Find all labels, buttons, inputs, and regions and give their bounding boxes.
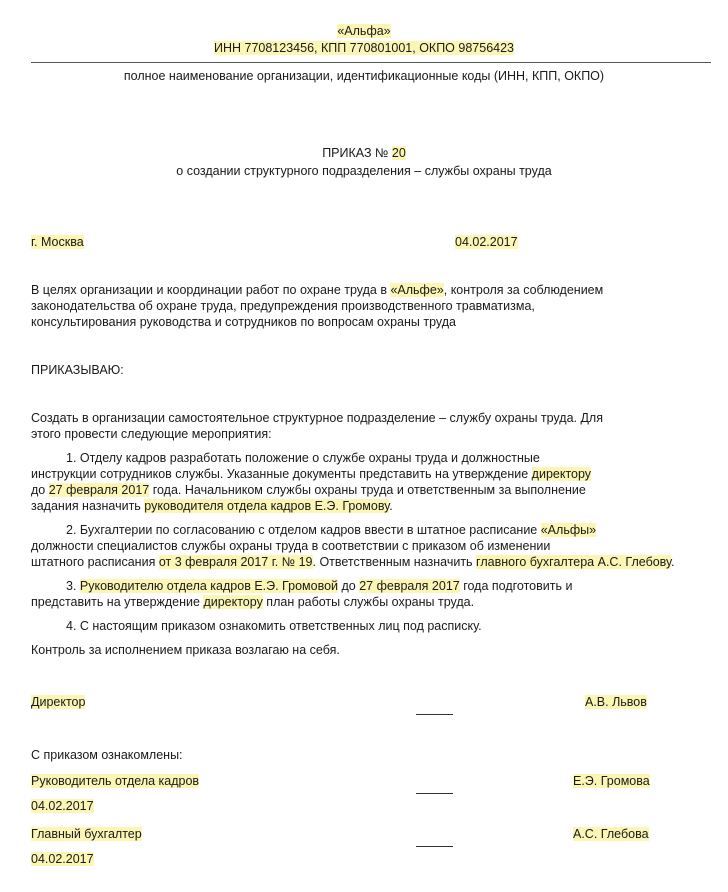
item-highlight: руководителя отдела кадров Е.Э. Громову bbox=[144, 499, 390, 513]
director-title-line bbox=[31, 695, 85, 709]
item-text: года подготовить и bbox=[459, 579, 573, 593]
item-highlight: «Альфы» bbox=[540, 523, 597, 537]
intro-line-2: этого провести следующие мероприятия: bbox=[31, 427, 272, 441]
preamble-line-2: законодательства об охране труда, предупреждения производственного травматизма, bbox=[31, 299, 535, 313]
item-1-line-4 bbox=[31, 499, 393, 513]
item-text: . bbox=[389, 499, 393, 513]
item-1-line-3 bbox=[31, 483, 586, 497]
p1-title-line bbox=[31, 774, 199, 788]
director-name: А.В. Львов bbox=[585, 695, 647, 709]
director-name-line bbox=[585, 695, 647, 709]
item-text: до bbox=[31, 483, 49, 497]
header-divider bbox=[31, 62, 711, 63]
item-2-line-2: должности специалистов службы охраны труда в соответствии с приказом об изменении bbox=[31, 539, 551, 553]
preamble-org: «Альфе» bbox=[390, 283, 444, 297]
item-text: задания назначить bbox=[31, 499, 145, 513]
p2-title: Главный бухгалтер bbox=[31, 827, 142, 841]
item-2-line-1 bbox=[66, 523, 596, 537]
item-1-line-2 bbox=[31, 467, 591, 481]
order-city: г. Москва bbox=[31, 235, 84, 249]
item-text: 2. Бухгалтерии по согласованию с отделом кадров ввести в штатное расписание bbox=[66, 523, 541, 537]
order-word: ПРИКАЗЫВАЮ: bbox=[31, 363, 124, 377]
item-highlight: директору bbox=[531, 467, 592, 481]
item-text: штатного расписания bbox=[31, 555, 159, 569]
p2-name: А.С. Глебова bbox=[573, 827, 649, 841]
preamble-line-1 bbox=[31, 283, 603, 297]
item-highlight: директору bbox=[203, 595, 263, 609]
item-highlight: главного бухгалтера А.С. Глебову bbox=[476, 555, 672, 569]
preamble-line-3: консультирования руководства и сотрудников по вопросам охраны труда bbox=[31, 315, 456, 329]
org-codes: ИНН 7708123456, КПП 770801001, ОКПО 98756423 bbox=[213, 41, 514, 55]
p2-signature-line bbox=[416, 846, 453, 847]
preamble-text: , контроля за соблюдением bbox=[443, 283, 604, 297]
item-text: . bbox=[671, 555, 675, 569]
item-text: до bbox=[338, 579, 360, 593]
director-title: Директор bbox=[31, 695, 86, 709]
org-name-line bbox=[0, 24, 728, 38]
item-1-line-1: 1. Отделу кадров разработать положение о службе охраны труда и должностные bbox=[66, 451, 540, 465]
item-text: план работы службы охраны труда. bbox=[262, 595, 475, 609]
order-title-prefix: ПРИКАЗ № bbox=[322, 146, 392, 160]
p1-name-line bbox=[573, 774, 650, 788]
order-date-line bbox=[455, 235, 518, 249]
p2-date: 04.02.2017 bbox=[31, 852, 94, 866]
item-highlight: 27 февраля 2017 bbox=[48, 483, 150, 497]
item-text: 3. bbox=[66, 579, 80, 593]
org-name: «Альфа» bbox=[337, 24, 391, 38]
director-signature-line bbox=[416, 714, 453, 715]
p2-title-line bbox=[31, 827, 142, 841]
item-4-line: 4. С настоящим приказом ознакомить ответственных лиц под расписку. bbox=[66, 619, 482, 633]
order-city-line bbox=[31, 235, 84, 249]
p2-name-line bbox=[573, 827, 649, 841]
order-title bbox=[0, 146, 728, 160]
item-highlight: от 3 февраля 2017 г. № 19 bbox=[158, 555, 313, 569]
p2-date-line bbox=[31, 852, 94, 866]
p1-signature-line bbox=[416, 793, 453, 794]
control-line: Контроль за исполнением приказа возлагаю на себя. bbox=[31, 643, 340, 657]
item-highlight: 27 февраля 2017 bbox=[359, 579, 460, 593]
p1-date-line bbox=[31, 799, 94, 813]
item-highlight: Руководителю отдела кадров Е.Э. Громовой bbox=[79, 579, 339, 593]
order-subject: о создании структурного подразделения – службы охраны труда bbox=[176, 164, 552, 178]
item-text: года. Начальником службы охраны труда и ответственным за выполнение bbox=[149, 483, 586, 497]
item-2-line-3 bbox=[31, 555, 675, 569]
p1-title: Руководитель отдела кадров bbox=[31, 774, 200, 788]
org-caption: полное наименование организации, идентификационные коды (ИНН, КПП, ОКПО) bbox=[123, 69, 605, 83]
item-text: инструкции сотрудников службы. Указанные документы представить на утверждение bbox=[31, 467, 532, 481]
order-number: 20 bbox=[391, 146, 406, 160]
order-date: 04.02.2017 bbox=[455, 235, 518, 249]
p1-date: 04.02.2017 bbox=[31, 799, 94, 813]
item-3-line-1 bbox=[66, 579, 572, 593]
acquainted-heading: С приказом ознакомлены: bbox=[31, 748, 183, 762]
item-text: представить на утверждение bbox=[31, 595, 204, 609]
preamble-text: В целях организации и координации работ по охране труда в bbox=[31, 283, 391, 297]
item-3-line-2 bbox=[31, 595, 474, 609]
p1-name: Е.Э. Громова bbox=[573, 774, 650, 788]
intro-line-1: Создать в организации самостоятельное структурное подразделение – службу охраны труда. Для bbox=[31, 411, 603, 425]
org-codes-line bbox=[0, 41, 728, 55]
item-text: . Ответственным назначить bbox=[312, 555, 477, 569]
